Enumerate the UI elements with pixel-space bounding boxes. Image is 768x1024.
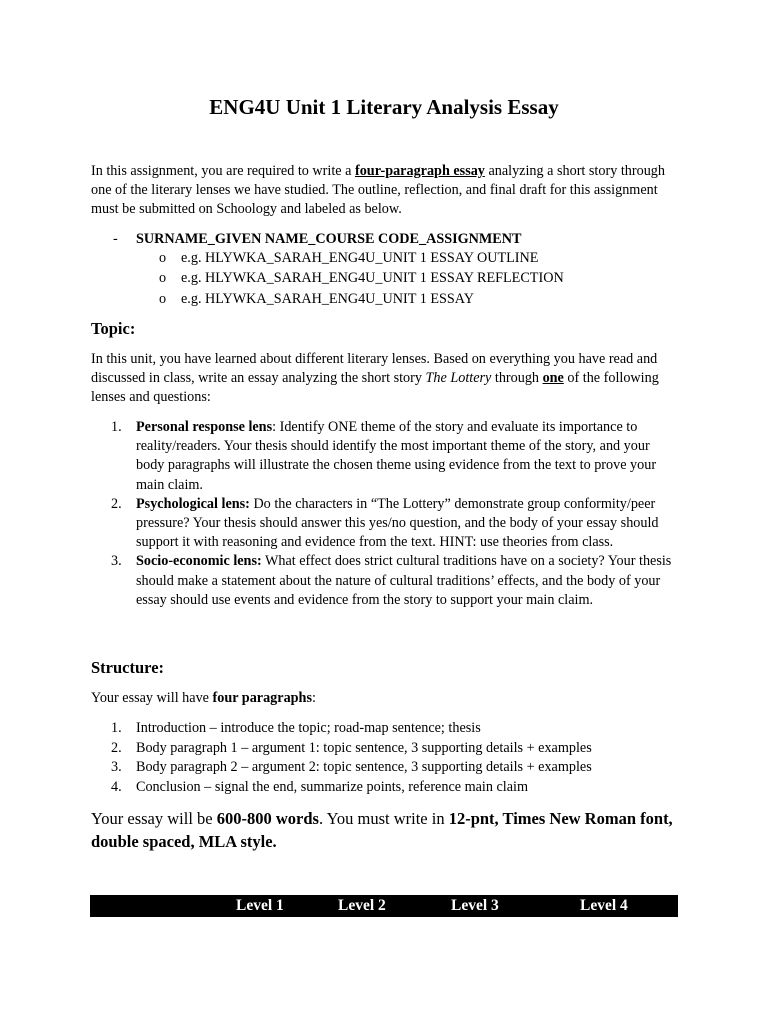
naming-example: o e.g. HLYWKA_SARAH_ENG4U_UNIT 1 ESSAY REFLECTION xyxy=(159,270,564,287)
story-title: The Lottery xyxy=(425,370,492,387)
lens-item: 2. Psychological lens: Do the characters in “The Lottery” demonstrate group conformity/peer pressure? Your thesis should answer this yes/no question, and the body of your essay should support it with reasoning and evidence from the text. HINT: use theories from class. xyxy=(111,495,659,551)
word-count: 600-800 words xyxy=(216,809,319,828)
lenses-list xyxy=(91,418,681,610)
intro-text-pre: In this assignment, you are required to write a xyxy=(91,163,355,179)
naming-example: o e.g. HLYWKA_SARAH_ENG4U_UNIT 1 ESSAY OUTLINE xyxy=(159,250,539,266)
requirements-paragraph: Your essay will be 600-800 words. You must write in 12-pnt, Times New Roman font, double spaced, MLA style. xyxy=(91,809,673,851)
lens-item: 3. Socio-economic lens: What effect does strict cultural traditions have on a society? Your thesis should make a statement about the nature of cultural traditions’ effects, and the body of your essay should use events and evidence from the story to support your main claim. xyxy=(111,553,672,608)
lens-item: 1. Personal response lens: Identify ONE theme of the story and evaluate its importance to reality/readers. Your thesis should identify the most important theme of the story, and your body paragraphs will illustrate the chosen theme using evidence from the text to prove your main claim. xyxy=(111,419,657,493)
intro-text-post: analyzing a short story through one of the literary lenses we have studied. The outline, reflection, and final draft for this assignment must be submitted on Schoology and labeled as below. xyxy=(91,163,665,218)
intro-paragraph xyxy=(91,162,681,220)
structure-item: 1. Introduction – introduce the topic; road-map sentence; thesis xyxy=(111,720,481,736)
naming-format: SURNAME_GIVEN NAME_COURSE CODE_ASSIGNMENT xyxy=(136,231,522,247)
structure-item: 4. Conclusion – signal the end, summarize points, reference main claim xyxy=(111,778,529,795)
four-paragraphs-emphasis: four paragraphs xyxy=(212,690,312,706)
naming-examples-list xyxy=(91,248,681,309)
circle-bullet-icon: o xyxy=(159,270,167,287)
rubric-level-4: Level 4 xyxy=(580,897,628,914)
lens-label: Personal response lens xyxy=(136,419,273,435)
rubric-level-3: Level 3 xyxy=(451,897,499,914)
circle-bullet-icon: o xyxy=(159,250,167,266)
dash-bullet: - xyxy=(113,231,118,247)
structure-item: 3. Body paragraph 2 – argument 2: topic sentence, 3 supporting details + examples xyxy=(111,759,592,776)
lens-label: Socio-economic lens: xyxy=(136,553,262,570)
format-requirement: 12-pnt, Times New Roman font, double spaced, MLA style. xyxy=(91,809,673,851)
document-title: ENG4U Unit 1 Literary Analysis Essay xyxy=(209,95,559,119)
topic-heading: Topic: xyxy=(91,319,136,338)
intro-emphasis: four-paragraph essay xyxy=(354,163,485,179)
structure-item: 2. Body paragraph 1 – argument 1: topic sentence, 3 supporting details + examples xyxy=(111,739,592,756)
naming-example: o e.g. HLYWKA_SARAH_ENG4U_UNIT 1 ESSAY xyxy=(159,290,474,307)
rubric-level-1: Level 1 xyxy=(236,897,284,914)
rubric-header-row xyxy=(90,895,678,917)
topic-intro-paragraph: In this unit, you have learned about different literary lenses. Based on everything you have read and discussed in class, write an essay analyzing the short story The Lottery through one of the following lenses and questions: xyxy=(91,351,659,406)
structure-heading: Structure: xyxy=(91,658,165,677)
structure-intro: Your essay will have four paragraphs: xyxy=(91,690,316,706)
structure-list xyxy=(91,719,681,797)
circle-bullet-icon: o xyxy=(159,290,167,307)
one-emphasis: one xyxy=(542,370,564,387)
rubric-level-2: Level 2 xyxy=(338,897,386,914)
lens-label: Psychological lens: xyxy=(136,495,250,512)
